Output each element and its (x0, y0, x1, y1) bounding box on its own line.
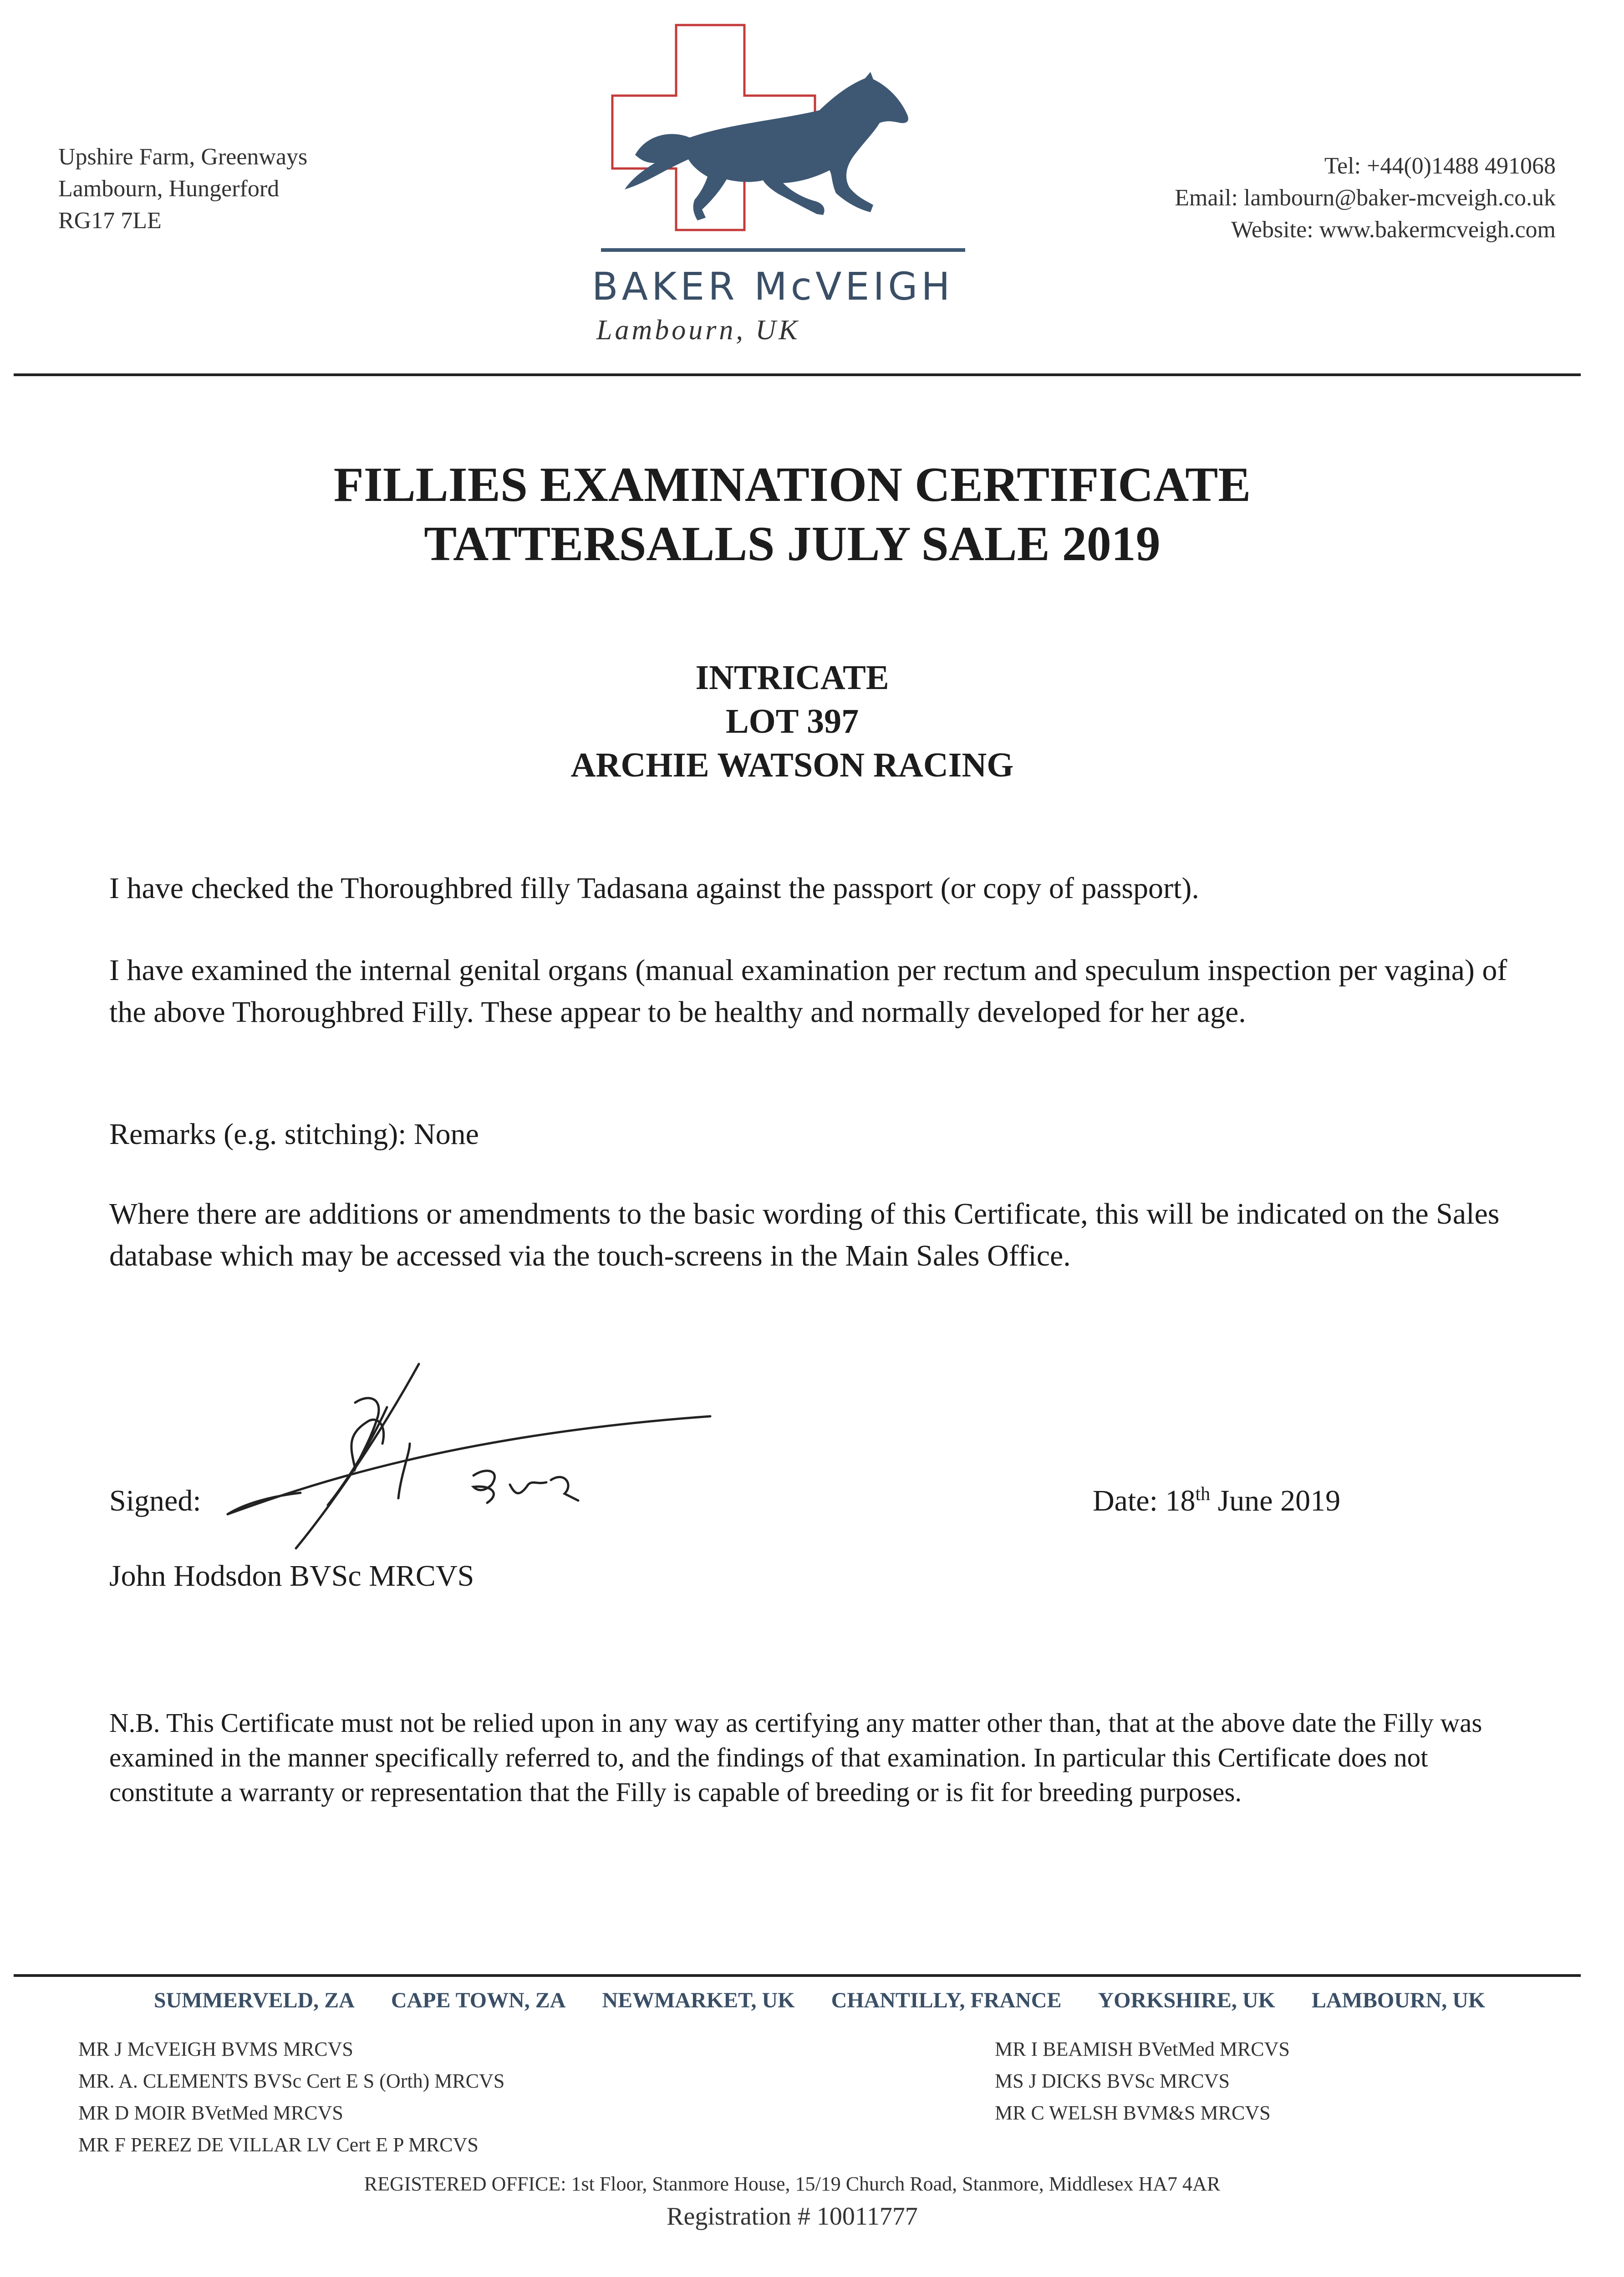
vet-name: MS J DICKS BVSc MRCVS (995, 2070, 1230, 2092)
header-rule (14, 373, 1581, 376)
footer-rule (14, 1974, 1581, 1977)
signatory-name: John Hodsdon BVSc MRCVS (109, 1559, 474, 1593)
handwritten-signature (219, 1348, 728, 1557)
brand-name: BAKER McVEIGH (592, 264, 954, 309)
address-line: Lambourn, Hungerford (58, 176, 280, 202)
date-day: 18 (1165, 1484, 1196, 1517)
vet-name: MR I BEAMISH BVetMed MRCVS (995, 2038, 1290, 2060)
horse-name: INTRICATE (695, 659, 889, 697)
date-month-year: June 2019 (1217, 1484, 1341, 1517)
lot-number: LOT 397 (725, 702, 859, 740)
vets-list-left (78, 2033, 504, 2161)
vets-list-right (995, 2033, 1290, 2129)
date-label: Date: (1093, 1484, 1158, 1517)
date-suffix: th (1195, 1484, 1211, 1505)
address-line: Upshire Farm, Greenways (58, 144, 308, 170)
cross-horse-logo-icon (592, 18, 983, 273)
office-item: LAMBOURN, UK (1311, 1988, 1486, 2012)
office-item: SUMMERVELD, ZA (153, 1988, 355, 2012)
amendments-paragraph: Where there are additions or amendments to the basic wording of this Certificate, this will be indicated on the Sales database which may be accessed via the touch-screens in the Main Sales Office. (109, 1197, 1500, 1272)
address-line: RG17 7LE (58, 208, 162, 234)
office-item: YORKSHIRE, UK (1098, 1988, 1275, 2012)
vet-name: MR. A. CLEMENTS BVSc Cert E S (Orth) MRCVS (78, 2070, 505, 2092)
registered-office: REGISTERED OFFICE: 1st Floor, Stanmore House, 15/19 Church Road, Stanmore, Middlesex HA7 4AR (364, 2173, 1221, 2195)
vendor-name: ARCHIE WATSON RACING (570, 746, 1014, 784)
office-item: CAPE TOWN, ZA (391, 1988, 566, 2012)
office-item: CHANTILLY, FRANCE (831, 1988, 1062, 2012)
office-item: NEWMARKET, UK (602, 1988, 795, 2012)
logo-underline (601, 248, 965, 252)
brand-location: Lambourn, UK (596, 315, 800, 346)
vet-name: MR J McVEIGH BVMS MRCVS (78, 2038, 353, 2060)
disclaimer-paragraph: N.B. This Certificate must not be relied upon in any way as certifying any matter other than, that at the above date the Filly was examined in the manner specifically referred to, and the findings of that examination. In particular this Certificate does not constitute a warranty or representation that the Filly is capable of breeding or is fit for breeding purposes. (109, 1708, 1482, 1807)
vet-name: MR D MOIR BVetMed MRCVS (78, 2102, 343, 2124)
examination-paragraph: I have examined the internal genital organs (manual examination per rectum and speculum inspection per vagina) of the above Thoroughbred Filly. These appear to be healthy and normally developed for her age. (109, 954, 1507, 1029)
website-line: Website: www.bakermcveigh.com (1231, 217, 1556, 243)
signed-label: Signed: (109, 1484, 201, 1517)
certificate-title: FILLIES EXAMINATION CERTIFICATE (333, 458, 1251, 512)
horse-icon (625, 72, 908, 220)
registration-number: Registration # 10011777 (667, 2202, 918, 2231)
email-line: Email: lambourn@baker-mcveigh.co.uk (1175, 185, 1556, 211)
company-address (58, 141, 307, 237)
office-locations (55, 1988, 1584, 2013)
passport-check-paragraph: I have checked the Thoroughbred filly Tadasana against the passport (or copy of passport). (109, 872, 1199, 905)
vet-name: MR C WELSH BVM&S MRCVS (995, 2102, 1271, 2124)
date-field (1093, 1473, 1548, 1522)
phone-line: Tel: +44(0)1488 491068 (1324, 153, 1556, 179)
certificate-subtitle: TATTERSALLS JULY SALE 2019 (424, 517, 1161, 571)
vet-name: MR F PEREZ DE VILLAR LV Cert E P MRCVS (78, 2134, 479, 2156)
company-contact (1175, 150, 1556, 246)
remarks-line: Remarks (e.g. stitching): None (109, 1118, 479, 1151)
